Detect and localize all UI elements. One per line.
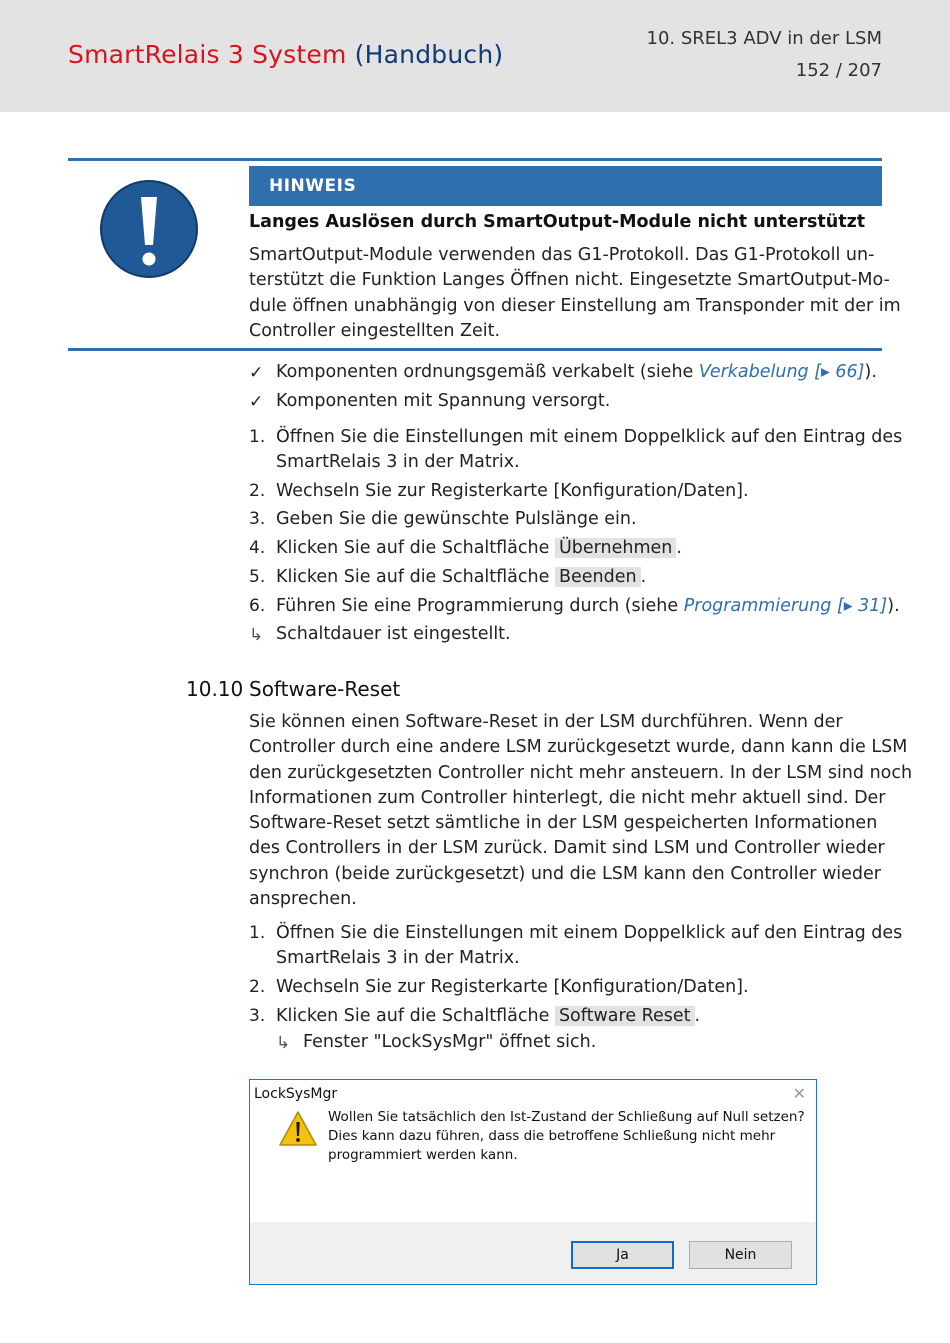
note-line: dule öffnen unabhängig von dieser Einstellung am Transponder mit der im <box>249 295 901 316</box>
step-text <box>276 596 900 616</box>
note-bottom-divider <box>68 348 882 351</box>
section-line: Informationen zum Controller hinterlegt, die nicht mehr aktuell sind. Der <box>249 787 886 808</box>
note-body <box>249 243 901 344</box>
dialog-message-line: Wollen Sie tatsächlich den Ist-Zustand der Schließung auf Null setzen? <box>328 1109 805 1125</box>
section-line: synchron (beide zurückgesetzt) und die LSM kann den Controller wieder <box>249 863 881 884</box>
ui-label-uebernehmen: Übernehmen <box>555 538 676 558</box>
ui-label-software-reset: Software Reset <box>555 1006 695 1026</box>
step-text: Öffnen Sie die Einstellungen mit einem Doppelklick auf den Eintrag des <box>276 923 903 943</box>
result-arrow-icon: ↳ <box>276 1033 291 1053</box>
link-verkabelung[interactable]: Verkabelung [▸ 66] <box>698 362 865 382</box>
section-line: den zurückgesetzten Controller nicht mehr ansteuern. In der LSM sind noch <box>249 762 913 783</box>
exclamation-icon <box>99 179 199 279</box>
step-text-start: Klicken Sie auf die Schaltfläche <box>276 538 555 558</box>
note-heading: Langes Auslösen durch SmartOutput-Module nicht unterstützt <box>249 212 866 232</box>
prerequisite-item: Komponenten mit Spannung versorgt. <box>276 391 611 411</box>
note-line: terstützt die Funktion Langes Öffnen nicht. Eingesetzte SmartOutput-Mo- <box>249 270 890 291</box>
step-text-cont: SmartRelais 3 in der Matrix. <box>276 948 520 968</box>
note-top-divider <box>68 158 882 161</box>
section-line: des Controllers in der LSM zurück. Damit sind LSM und Controller wieder <box>249 838 885 859</box>
section-line: ansprechen. <box>249 889 357 910</box>
document-title-product: SmartRelais 3 System <box>68 40 347 69</box>
note-label: HINWEIS <box>249 166 882 206</box>
link-programmierung[interactable]: Programmierung [▸ 31] <box>683 596 888 616</box>
step-result: Schaltdauer ist eingestellt. <box>276 624 511 644</box>
chapter-title: 10. SREL3 ADV in der LSM <box>646 28 882 49</box>
step-text-cont: SmartRelais 3 in der Matrix. <box>276 452 520 472</box>
step-number: 3. <box>249 509 266 529</box>
no-button[interactable]: Nein <box>689 1241 792 1269</box>
step-text <box>276 1006 700 1026</box>
section-title: Software-Reset <box>249 677 401 701</box>
note-line: SmartOutput-Module verwenden das G1-Protokoll. Das G1-Protokoll un- <box>249 245 875 265</box>
document-title <box>68 40 503 69</box>
prerequisite-text: Komponenten ordnungsgemäß verkabelt (siehe <box>276 362 699 382</box>
step-text-end: . <box>694 1006 701 1026</box>
section-body <box>249 710 913 912</box>
step-text-end: . <box>640 567 647 587</box>
step-number: 4. <box>249 538 266 558</box>
step-number: 6. <box>249 596 266 616</box>
step-result: Fenster "LockSysMgr" öffnet sich. <box>303 1032 597 1052</box>
step-text-start: Führen Sie eine Programmierung durch (siehe <box>276 596 684 616</box>
page-header <box>0 0 950 112</box>
check-icon: ✓ <box>249 392 264 412</box>
step-text <box>276 538 682 558</box>
step-number: 2. <box>249 481 266 501</box>
section-number: 10.10 <box>186 677 244 701</box>
dialog-title: LockSysMgr <box>254 1086 338 1102</box>
locksysmgr-dialog <box>249 1079 817 1285</box>
dialog-message <box>328 1108 805 1165</box>
step-text: Wechseln Sie zur Registerkarte [Konfiguration/Daten]. <box>276 481 749 501</box>
step-number: 3. <box>249 1006 266 1026</box>
step-text-start: Klicken Sie auf die Schaltfläche <box>276 1006 555 1026</box>
step-number: 1. <box>249 427 266 447</box>
document-title-type: (Handbuch) <box>354 40 504 69</box>
note-line: Controller eingestellten Zeit. <box>249 320 501 341</box>
close-icon[interactable]: ✕ <box>792 1084 806 1103</box>
step-text: Öffnen Sie die Einstellungen mit einem Doppelklick auf den Eintrag des <box>276 427 903 447</box>
section-line: Controller durch eine andere LSM zurückgesetzt wurde, dann kann die LSM <box>249 737 908 758</box>
section-line: Sie können einen Software-Reset in der LSM durchführen. Wenn der <box>249 712 843 732</box>
dialog-message-line: Dies kann dazu führen, dass die betroffene Schließung nicht mehr <box>328 1128 776 1144</box>
prerequisite-text-end: ). <box>864 362 877 382</box>
yes-button[interactable]: Ja <box>571 1241 674 1269</box>
step-text-end: . <box>676 538 682 558</box>
step-text: Geben Sie die gewünschte Pulslänge ein. <box>276 509 637 529</box>
step-number: 1. <box>249 923 266 943</box>
check-icon: ✓ <box>249 363 264 383</box>
page-number: 152 / 207 <box>795 60 882 81</box>
result-arrow-icon: ↳ <box>249 625 264 645</box>
step-number: 2. <box>249 977 266 997</box>
step-text-end: ). <box>887 596 900 616</box>
step-number: 5. <box>249 567 266 587</box>
prerequisite-item <box>276 362 877 382</box>
ui-label-beenden: Beenden <box>555 567 641 587</box>
section-line: Software-Reset setzt sämtliche in der LSM gespeicherten Informationen <box>249 813 878 834</box>
warning-icon <box>278 1110 318 1148</box>
dialog-message-line: programmiert werden kann. <box>328 1147 518 1163</box>
step-text-start: Klicken Sie auf die Schaltfläche <box>276 567 555 587</box>
step-text <box>276 567 646 587</box>
step-text: Wechseln Sie zur Registerkarte [Konfiguration/Daten]. <box>276 977 749 997</box>
